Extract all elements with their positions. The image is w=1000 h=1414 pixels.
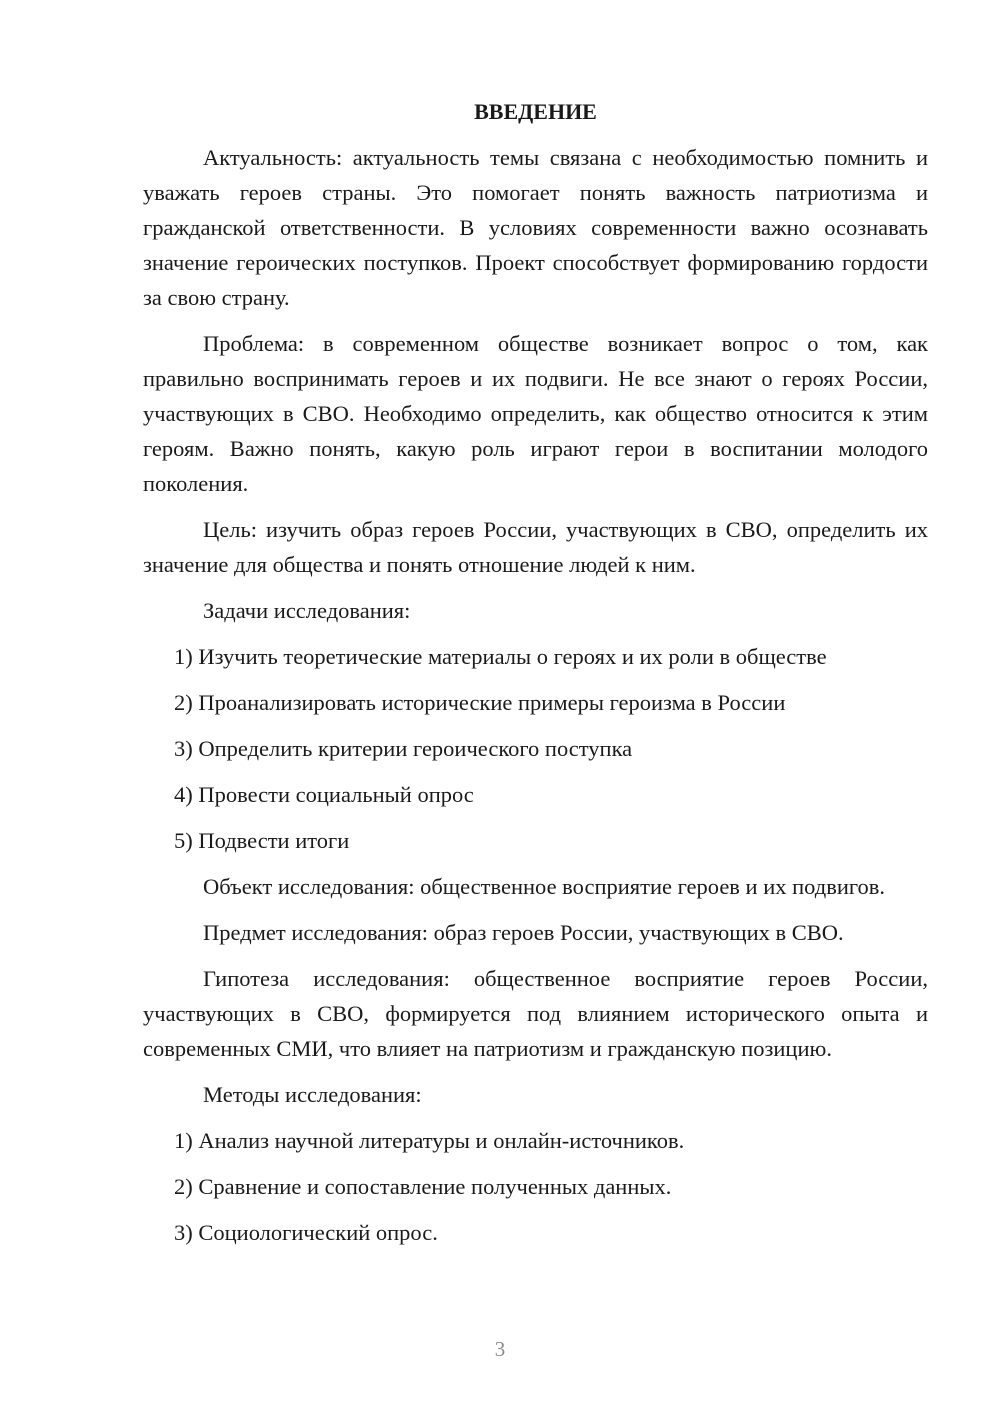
list-item: 2) Сравнение и сопоставление полученных данных. [174, 1174, 672, 1199]
list-item: 4) Провести социальный опрос [174, 782, 474, 807]
list-item: 2) Проанализировать исторические примеры героизма в России [174, 690, 786, 715]
tasks-heading: Задачи исследования: [203, 598, 411, 623]
relevance-paragraph: Актуальность: актуальность темы связана с необходимостью помнить и уважать героев страны. Это помогает понять важность патриотизма и гражданской ответственности. В условиях современности важно осознавать значение героических поступков. Проект способствует формированию гордости за свою страну. [143, 145, 928, 310]
methods-heading: Методы исследования: [203, 1082, 422, 1107]
list-item: 3) Определить критерии героического поступка [174, 736, 633, 761]
problem-paragraph: Проблема: в современном обществе возникает вопрос о том, как правильно воспринимать героев и их подвиги. Не все знают о героях России, участвующих в СВО. Необходимо определить, как общество относится к этим героям. Важно понять, какую роль играют герои в воспитании молодого поколения. [143, 331, 928, 496]
list-item: 1) Изучить теоретические материалы о героях и их роли в обществе [174, 644, 827, 669]
list-item: 1) Анализ научной литературы и онлайн-источников. [174, 1128, 685, 1153]
goal-paragraph: Цель: изучить образ героев России, участвующих в СВО, определить их значение для общества и понять отношение людей к ним. [143, 517, 928, 577]
document-page [143, 94, 928, 1261]
list-item: 5) Подвести итоги [174, 828, 350, 853]
object-paragraph: Объект исследования: общественное восприятие героев и их подвигов. [203, 874, 886, 899]
methods-list [143, 1123, 928, 1250]
hypothesis-paragraph: Гипотеза исследования: общественное восприятие героев России, участвующих в СВО, формируется под влиянием исторического опыта и современных СМИ, что влияет на патриотизм и гражданскую позицию. [143, 966, 928, 1061]
tasks-list [143, 639, 928, 858]
subject-paragraph: Предмет исследования: образ героев России, участвующих в СВО. [203, 920, 844, 945]
list-item: 3) Социологический опрос. [174, 1220, 438, 1245]
page-number: 3 [494, 1337, 506, 1361]
document-title: ВВЕДЕНИЕ [474, 99, 597, 124]
